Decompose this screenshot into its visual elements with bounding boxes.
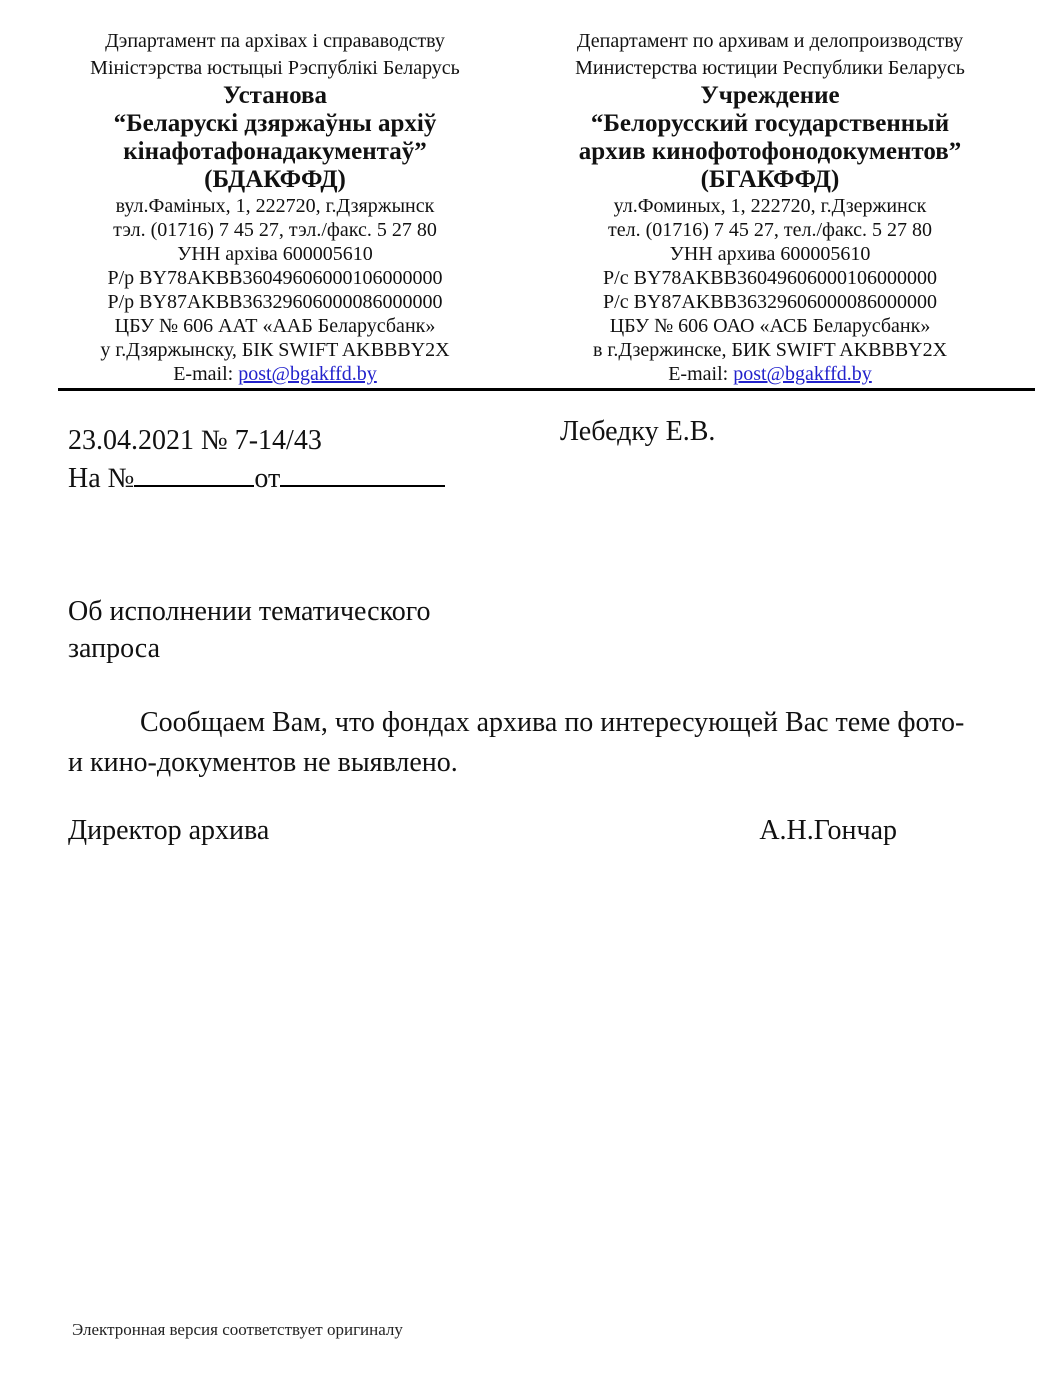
reply-date-blank (280, 459, 445, 487)
org-abbr: (БДАКФФД) (204, 166, 346, 193)
address-line: вул.Фаміных, 1, 222720, г.Дзяржынск (115, 195, 435, 217)
phone-line: тэл. (01716) 7 45 27, тэл./факс. 5 27 80 (113, 219, 437, 241)
ministry-line: Министерства юстиции Республики Беларусь (575, 57, 965, 79)
date-number-line: 23.04.2021 № 7-14/43 (68, 425, 322, 456)
email-line (540, 362, 1000, 386)
body-line-1: Сообщаем Вам, что фондах архива по интересующей Вас теме фото- (140, 707, 965, 738)
org-name-line-1: “Беларускі дзяржаўны архіў (113, 110, 437, 137)
org-type: Установа (222, 82, 328, 109)
bank-city-line: у г.Дзяржынску, БІК SWIFT AKBBBY2X (100, 339, 450, 361)
email-label: E-mail: (668, 363, 729, 385)
ministry-line: Міністэрства юстыцыі Рэспублікі Беларусь (90, 57, 460, 79)
letterhead-column-russian (540, 28, 1000, 386)
address-line: ул.Фоминых, 1, 222720, г.Дзержинск (613, 195, 927, 217)
org-name-line-1: “Белорусский государственный (590, 110, 950, 137)
email-link[interactable]: post@bgakffd.by (238, 363, 377, 385)
account-line-1: Р/с BY78AKBB36049606000106000000 (603, 267, 937, 289)
reference-block (68, 416, 1050, 497)
reply-to-label: На № (68, 463, 135, 494)
org-name-line-2: кінафотафонадакументаў” (123, 138, 427, 165)
body-paragraph (68, 703, 1025, 783)
letterhead-divider (58, 388, 1035, 391)
signature-row (68, 813, 897, 849)
letterhead-column-belarusian (45, 28, 505, 386)
unn-line: УНН архива 600005610 (669, 243, 871, 265)
unn-line: УНН архіва 600005610 (177, 243, 373, 265)
reply-number-blank (134, 459, 254, 487)
subject (68, 593, 1050, 667)
org-name-line-2: архив кинофотофонодокументов” (578, 138, 962, 165)
subject-line-2: запроса (68, 633, 160, 664)
account-line-2: Р/р BY87AKBB36329606000086000000 (107, 291, 443, 313)
account-line-1: Р/р BY78AKBB36049606000106000000 (107, 267, 443, 289)
signature-title: Директор архива (68, 815, 270, 846)
footer-note: Электронная версия соответствует оригиналу (72, 1320, 403, 1339)
reply-reference-line (68, 459, 1050, 497)
letterhead (0, 0, 1050, 386)
subject-line-1: Об исполнении тематического (68, 596, 431, 627)
org-abbr: (БГАКФФД) (700, 166, 840, 193)
department-line: Департамент по архивам и делопроизводству (576, 30, 964, 52)
bank-line: ЦБУ № 606 ААТ «ААБ Беларусбанк» (114, 315, 436, 337)
body-line-2: и кино-документов не выявлено. (68, 747, 458, 778)
phone-line: тел. (01716) 7 45 27, тел./факс. 5 27 80 (607, 219, 932, 241)
email-line (45, 362, 505, 386)
account-line-2: Р/с BY87AKBB36329606000086000000 (603, 291, 937, 313)
reply-from-label: от (254, 463, 281, 494)
department-line: Дэпартамент па архівах і справаводству (105, 30, 445, 52)
email-link[interactable]: post@bgakffd.by (733, 363, 872, 385)
signature-name: А.Н.Гончар (759, 815, 897, 846)
bank-line: ЦБУ № 606 ОАО «АСБ Беларусбанк» (609, 315, 931, 337)
addressee: Лебедку Е.В. (560, 416, 716, 447)
bank-city-line: в г.Дзержинске, БИК SWIFT AKBBBY2X (592, 339, 948, 361)
org-type: Учреждение (700, 82, 840, 109)
email-label: E-mail: (173, 363, 234, 385)
